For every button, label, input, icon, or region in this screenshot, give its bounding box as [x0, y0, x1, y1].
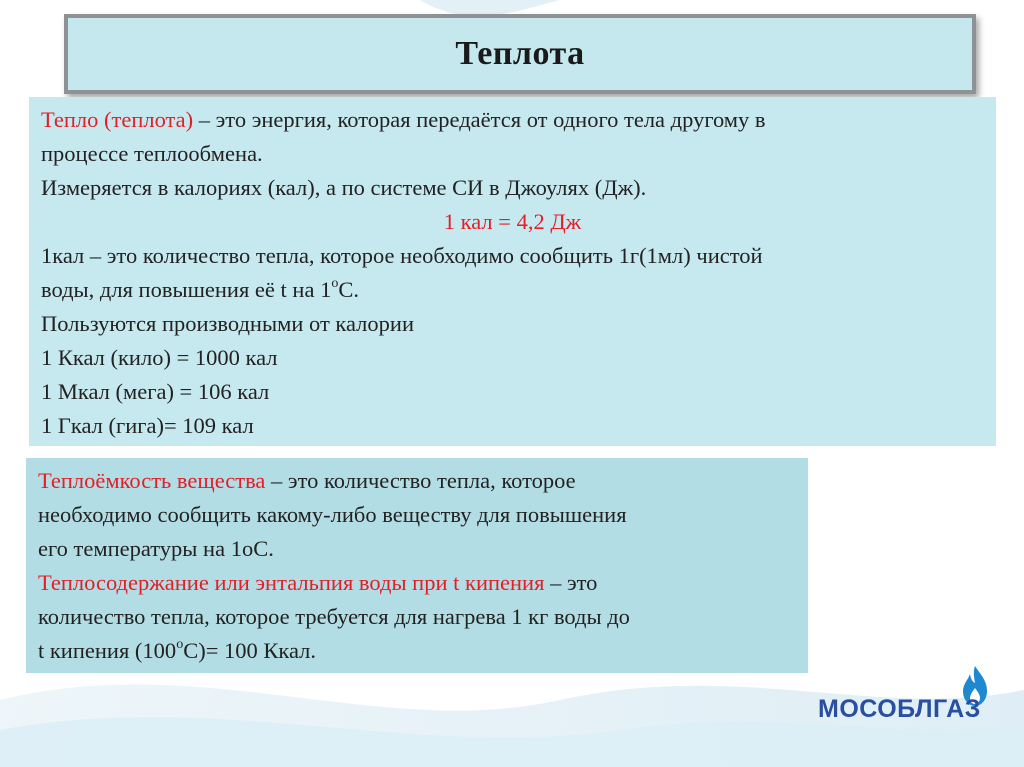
text-line: 1 Гкал (гига)= 109 кал — [41, 413, 254, 438]
logo-text: МОСОБЛГАЗ — [818, 695, 981, 723]
text-line — [38, 566, 796, 600]
degree-sup: о — [176, 636, 184, 652]
text-span: воды, для повышения её t на 1 — [41, 277, 332, 302]
text-span: С)= 100 Ккал. — [183, 638, 317, 663]
text-span: – это энергия, которая передаётся от одного тела другому в — [193, 107, 766, 132]
term-enthalpy: Теплосодержание или энтальпия воды при t кипения — [38, 570, 545, 595]
mosoblgaz-logo — [818, 660, 998, 730]
degree-sup: o — [331, 275, 339, 291]
text-line: количество тепла, которое требуется для нагрева 1 кг воды до — [38, 604, 630, 629]
text-line: 1 Ккал (кило) = 1000 кал — [41, 345, 278, 370]
term-heat-capacity: Теплоёмкость вещества — [38, 468, 266, 493]
text-line — [41, 273, 984, 307]
text-span: t кипения (100 — [38, 638, 177, 663]
text-span: – это — [544, 570, 598, 595]
text-line: Измеряется в калориях (кал), а по системе СИ в Джоулях (Дж). — [41, 175, 647, 200]
text-line: необходимо сообщить какому-либо веществу для повышения — [38, 502, 627, 527]
heat-capacity-box — [26, 458, 808, 673]
text-line — [41, 103, 984, 137]
text-line: процессе теплообмена. — [41, 141, 263, 166]
heat-definition-box — [29, 97, 996, 446]
text-span: – это количество тепла, которое — [265, 468, 576, 493]
text-line: 1кал – это количество тепла, которое необходимо сообщить 1г(1мл) чистой — [41, 243, 763, 268]
formula-calorie-joule: 1 кал = 4,2 Дж — [443, 209, 582, 234]
text-line: его температуры на 1оС. — [38, 536, 274, 561]
text-span: С. — [338, 277, 359, 302]
text-line — [38, 464, 796, 498]
title-bar — [64, 14, 976, 94]
text-line: Пользуются производными от калории — [41, 311, 414, 336]
page-title: Теплота — [455, 35, 585, 72]
term-heat: Тепло (теплота) — [41, 107, 194, 132]
text-line — [38, 634, 796, 668]
text-line: 1 Мкал (мега) = 106 кал — [41, 379, 270, 404]
